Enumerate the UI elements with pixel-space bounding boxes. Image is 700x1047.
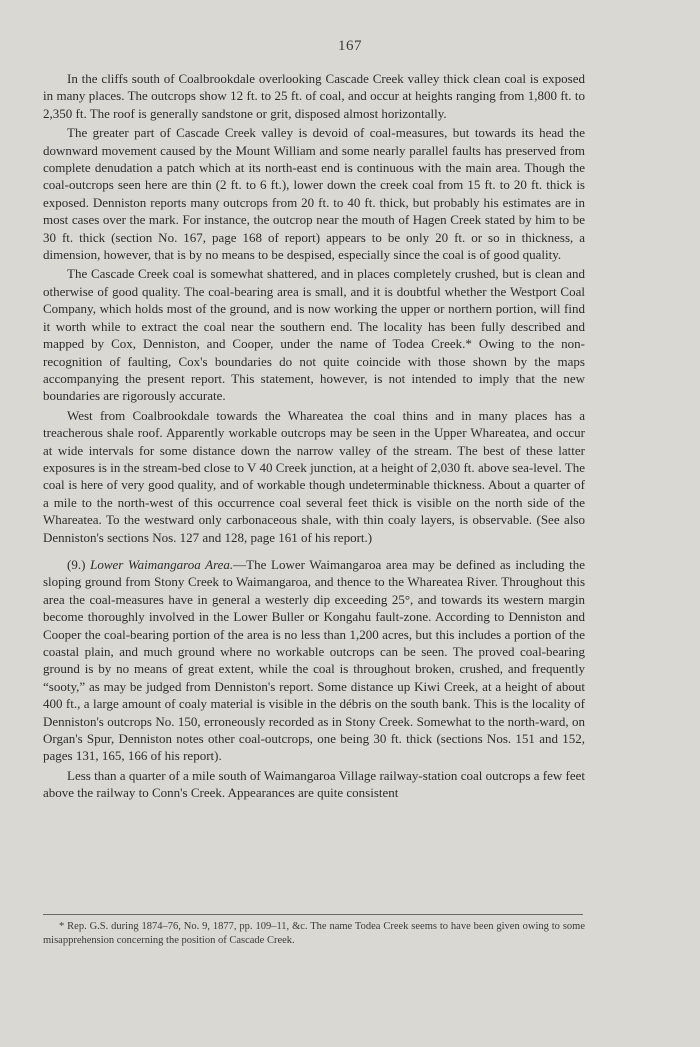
section-text: The Lower Waimangaroa area may be defined as including the sloping ground from Stony Creek to Waimangaroa, and thence to the Whareatea River. Throughout this area the coal-measures have in general a westerly dip exceeding 25°, and towards its western margin become thoroughly involved in the Lower Buller or Kongahu fault-zone. According to Denniston and Cooper the coal-bearing portion of the area is no less than 1,200 acres, but this includes a portion of the coastal plain, and much ground where no workable outcrops can be seen. The proved coal-bearing ground is by no means of great extent, while the coal is throughout broken, crushed, and frequently “sooty,” as may be judged from Denniston's report. Some distance up Kiwi Creek, at a height of about 400 ft., a large amount of coaly material is visible in the débris on the south bank. This is the locality of Denniston's outcrops No. 150, erroneously recorded as in Stony Creek. Somewhat to the north-ward, on Organ's Spur, Denniston notes other coal-outcrops, one being 30 ft. thick (sections Nos. 151 and 152, pages 131, 165, 166 of his report). (43, 556, 586, 764)
paragraph: In the cliffs south of Coalbrookdale overlooking Cascade Creek valley thick clean coal is exposed in many places. The outcrops show 12 ft. to 25 ft. of coal, and occur at heights ranging from 1,800 ft. to 2,350 ft. The roof is generally sandstone or grit, disposed almost horizontally. (43, 71, 585, 121)
paragraph: West from Coalbrookdale towards the Whareatea the coal thins and in many places has a treacherous shale roof. Apparently workable outcrops may be seen in the Upper Whareatea, and occur at wide intervals for some distance down the narrow valley of the stream. The best of these latter exposures is in the stream-bed close to V 40 Creek junction, at a height of 2,030 ft. above sea-level. The coal is here of very good quality, and of workable though undeterminable thickness. About a quarter of a mile to the north-west of this occurrence coal several feet thick is visible on the north side of the Whareatea. To the westward only carbonaceous shale, with thin coaly layers, is observable. (See also Denniston's sections Nos. 127 and 128, page 161 of his report.) (43, 407, 585, 545)
body-text (43, 70, 585, 804)
section-title: Lower Waimangaroa Area. (90, 556, 234, 572)
footnote-divider (43, 914, 583, 915)
paragraph: The greater part of Cascade Creek valley is devoid of coal-measures, but towards its head the downward movement caused by the Mount William and some nearly parallel faults has preserved from complete denudation a patch which at its north-east end is continuous with the main area. Though the coal-outcrops seen here are thin (2 ft. to 6 ft.), lower down the creek coal from 15 ft. to 20 ft. thick is exposed. Denniston reports many outcrops from 20 ft. to 40 ft. thick, but probably his estimates are in most cases over the mark. For instance, the outcrop near the mouth of Hagen Creek stated by him to be 30 ft. thick (section No. 167, page 168 of report) appears to be only 20 ft. or so in thickness, a dimension, however, that is by no means to be despised, especially since the coal is of good quality. (43, 125, 585, 263)
page-number: 167 (338, 38, 362, 54)
section-number: (9.) (67, 556, 86, 572)
section-paragraph (43, 556, 585, 765)
paragraph: Less than a quarter of a mile south of Waimangaroa Village railway-station coal outcrops a few feet above the railway to Conn's Creek. Appearances are quite consistent (43, 767, 585, 801)
section-dash: — (233, 556, 247, 572)
paragraph: The Cascade Creek coal is somewhat shattered, and in places completely crushed, but is clean and otherwise of good quality. The coal-bearing area is small, and it is doubtful whether the Westport Coal Company, which holds most of the ground, and is now working the upper or northern portion, will find it worth while to extract the coal near the southern end. The locality has been fully described and mapped by Cox, Denniston, and Cooper, under the name of Todea Creek.* Owing to the non-recognition of faulting, Cox's boundaries do not quite coincide with those shown by the maps accompanying the present report. This statement, however, is not intended to imply that the new boundaries are rigorously accurate. (43, 266, 585, 404)
footnote: * Rep. G.S. during 1874–76, No. 9, 1877, pp. 109–11, &c. The name Todea Creek seems to have been given owing to some misapprehension concerning the position of Cascade Creek. (43, 921, 585, 946)
